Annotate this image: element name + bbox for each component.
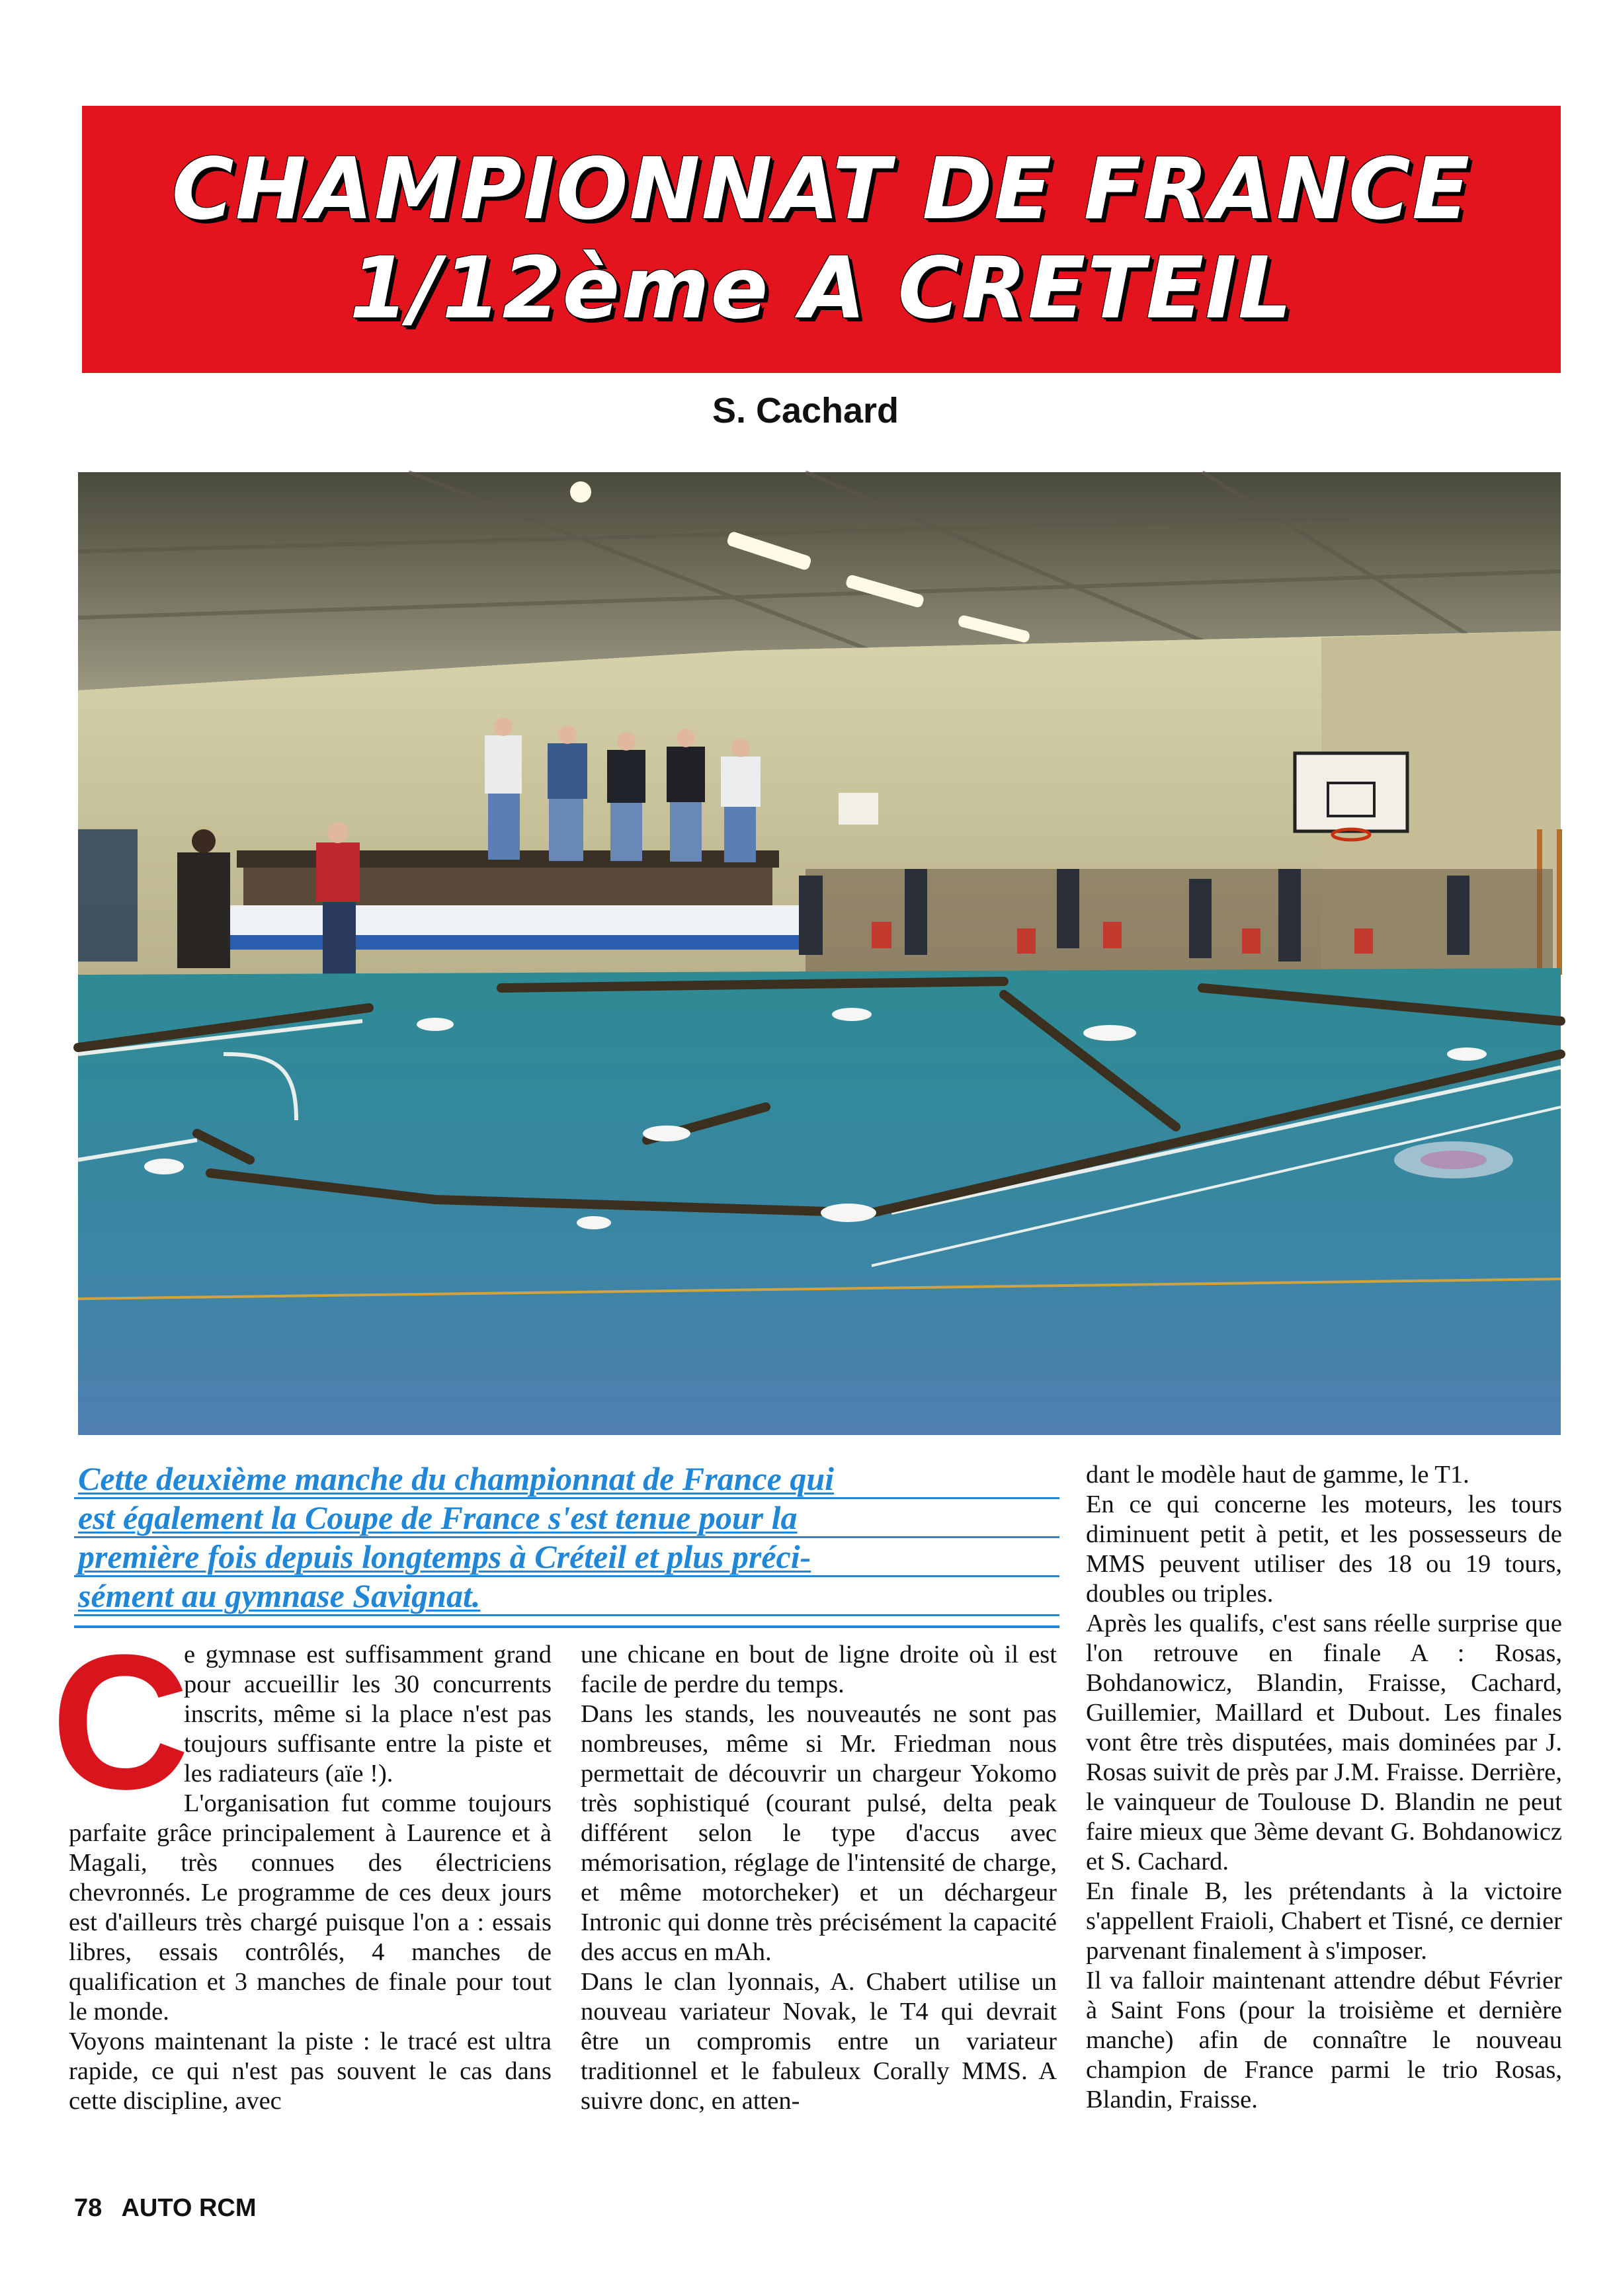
headline-line-1: CHAMPIONNAT DE FRANCE	[171, 140, 1471, 239]
body-paragraph: L'organisation fut comme toujours parfaite grâce principalement à Laurence et à Magali, très connues des électriciens chevronnés. Le programme de ces deux jours est d'ailleurs très chargé puisque l'on a : essais libres, essais contrôlés, 4 manches de qualification et 3 manches de finale pour tout le monde.	[69, 1789, 552, 2026]
page-footer	[74, 2194, 257, 2223]
lead-line: première fois depuis longtemps à Créteil et plus préci-	[74, 1538, 1059, 1577]
lead-paragraph	[74, 1460, 1059, 1616]
body-paragraph: une chicane en bout de ligne droite où il est facile de perdre du temps.	[581, 1641, 1057, 1698]
gymnasium-track-photo	[78, 472, 1561, 1435]
body-paragraph: Dans le clan lyonnais, A. Chabert utilise un nouveau variateur Novak, le T4 qui devrait être un compromis entre un variateur traditionnel et le fabuleux Corally MMS. A suivre donc, en atten-	[581, 1968, 1057, 2115]
body-paragraph: En ce qui concerne les moteurs, les tours diminuent petit à petit, et les possesseurs de MMS peuvent utiliser des 18 ou 19 tours, doubles ou triples.	[1086, 1491, 1562, 1608]
magazine-name: AUTO RCM	[121, 2194, 257, 2222]
author-byline: S. Cachard	[712, 391, 899, 430]
article-column-3	[1086, 1460, 1562, 2115]
title-banner	[82, 106, 1561, 373]
body-paragraph: Il va falloir maintenant attendre début Février à Saint Fons (pour la troisième et dernière manche) afin de connaître le nouveau champion de France parmi le trio Rosas, Blandin, Fraisse.	[1086, 1967, 1562, 2113]
lead-line: Cette deuxième manche du championnat de France qui	[74, 1460, 1059, 1499]
drop-cap	[51, 1615, 190, 1829]
article-column-1	[51, 1615, 552, 2116]
page-number: 78	[74, 2194, 103, 2222]
body-paragraph: Voyons maintenant la piste : le tracé est ultra rapide, ce qui n'est pas souvent le cas dans cette discipline, avec	[69, 2028, 552, 2115]
lead-line: sément au gymnase Savignat.	[74, 1577, 1059, 1616]
drop-cap-letter: C	[51, 1615, 190, 1829]
headline-line-2: 1/12ème A CRETEIL	[349, 239, 1294, 338]
body-paragraph: dant le modèle haut de gamme, le T1.	[1086, 1461, 1469, 1489]
lead-line: est également la Coupe de France s'est tenue pour la	[74, 1499, 1059, 1538]
body-paragraph: En finale B, les prétendants à la victoire s'appellent Fraioli, Chabert et Tisné, ce dernier parvenant finalement à s'imposer.	[1086, 1877, 1562, 1965]
body-paragraph: Après les qualifs, c'est sans réelle surprise que l'on retrouve en finale A : Rosas, Bohdanowicz, Blandin, Fraisse, Cachard, Guillemier, Maillard et Dubout. Les finales vont être très disputées, mais dominées par J. Rosas suivit de près par J.M. Fraisse. Derrière, le vainqueur de Toulouse D. Blandin ne peut faire mieux que 3ème devant G. Bohdanowicz et S. Cachard.	[1086, 1610, 1562, 1875]
body-paragraph: Dans les stands, les nouveautés ne sont pas nombreuses, même si Mr. Friedman nous permettait de découvrir un chargeur Yokomo très sophistiqué (courant pulsé, delta peak différent selon le type d'accus avec mémorisation, réglage de l'intensité de charge, et même motorcheker) et un déchargeur Intronic qui donne très précisément la capacité des accus en mAh.	[581, 1700, 1057, 1966]
article-column-2	[581, 1640, 1057, 2116]
body-paragraph: e gymnase est suffisamment grand pour accueillir les 30 concurrents inscrits, même si la place n'est pas toujours suffisante entre la piste et les radiateurs (aïe !).	[184, 1641, 552, 1787]
lead-divider	[74, 1625, 1059, 1628]
